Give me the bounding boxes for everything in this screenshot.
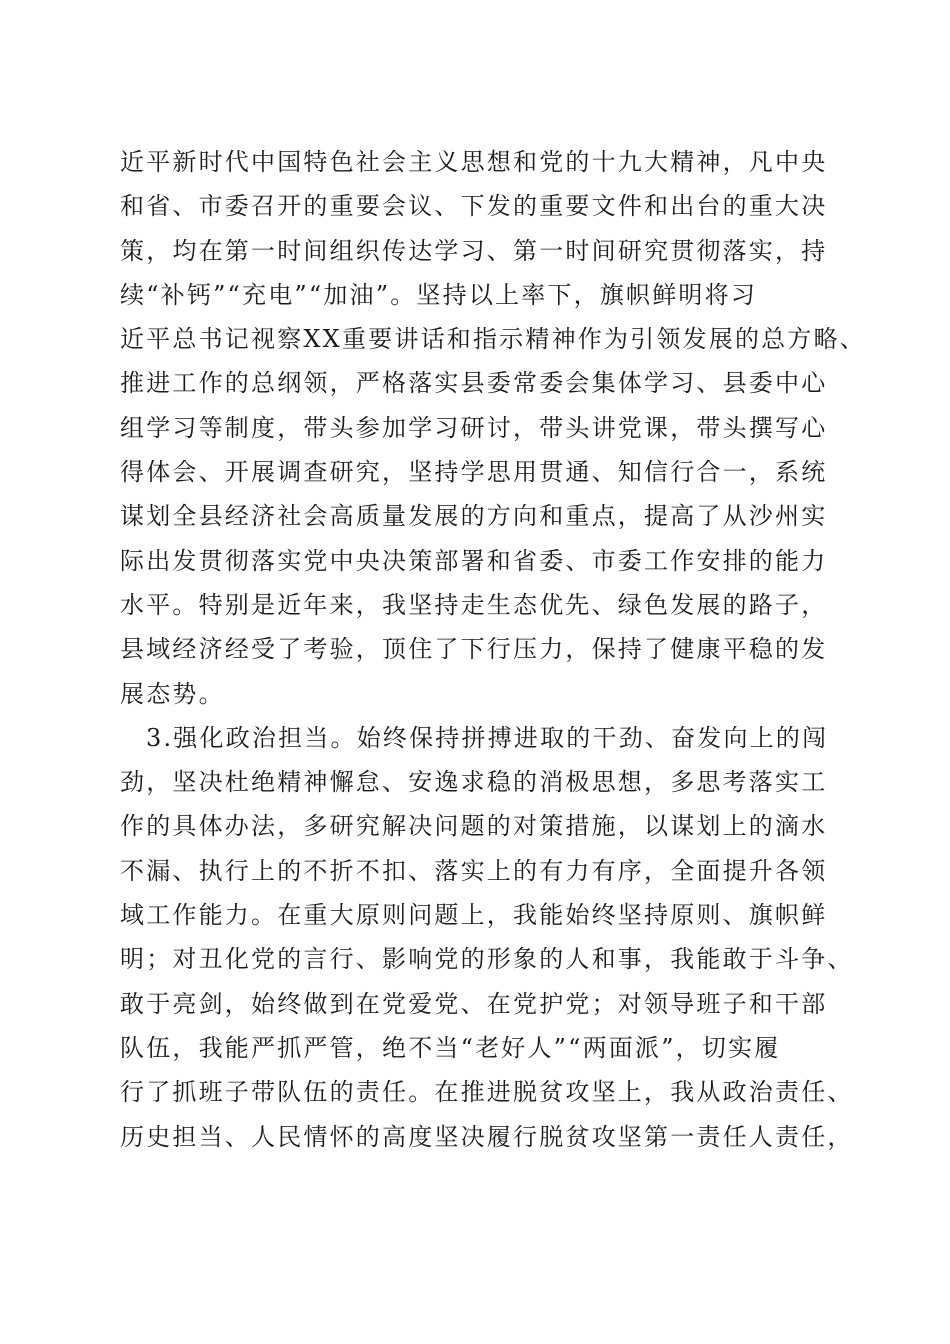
- text-line: 县域经济经受了考验，顶住了下行压力，保持了健康平稳的发: [120, 635, 828, 664]
- text-line: 得体会、开展调查研究，坚持学思用贯通、知信行合一，系统: [120, 458, 828, 487]
- text-line: 队伍，我能严抓严管，绝不当“老好人”“两面派”，切实履: [120, 1033, 781, 1062]
- text-line: 明；对丑化党的言行、影响党的形象的人和事，我能敢于斗争、: [120, 945, 854, 974]
- text-line: 展态势。: [120, 679, 225, 708]
- text-line: 近平总书记视察XX重要讲话和指示精神作为引领发展的总方略、: [120, 325, 866, 354]
- text-line: 域工作能力。在重大原则问题上，我能始终坚持原则、旗帜鲜: [120, 901, 828, 930]
- body-text: [120, 140, 866, 1159]
- text-line: 续“补钙”“充电”“加油”。坚持以上率下，旗帜鲜明将习: [120, 280, 758, 309]
- text-line: 不漏、执行上的不折不扣、落实上的有力有序，全面提升各领: [120, 856, 828, 885]
- text-line: 谋划全县经济社会高质量发展的方向和重点，提高了从沙州实: [120, 502, 828, 531]
- text-line: 作的具体办法，多研究解决问题的对策措施，以谋划上的滴水: [120, 812, 828, 841]
- text-line: 策，均在第一时间组织传达学习、第一时间研究贯彻落实，持: [120, 236, 828, 265]
- text-line: 推进工作的总纲领，严格落实县委常委会集体学习、县委中心: [120, 369, 828, 398]
- text-line: 和省、市委召开的重要会议、下发的重要文件和出台的重大决: [120, 192, 828, 221]
- paragraph-heading-line: 3.强化政治担当。始终保持拼搏进取的干劲、奋发向上的闯: [146, 723, 829, 752]
- text-line: 劲，坚决杜绝精神懈怠、安逸求稳的消极思想，多思考落实工: [120, 768, 828, 797]
- text-line: 水平。特别是近年来，我坚持走生态优先、绿色发展的路子，: [120, 590, 828, 619]
- text-line: 行了抓班子带队伍的责任。在推进脱贫攻坚上，我从政治责任、: [120, 1078, 854, 1107]
- text-line: 近平新时代中国特色社会主义思想和党的十九大精神，凡中央: [120, 148, 828, 176]
- text-line: 敢于亮剑，始终做到在党爱党、在党护党；对领导班子和干部: [120, 989, 828, 1018]
- text-line: 组学习等制度，带头参加学习研讨，带头讲党课，带头撰写心: [120, 413, 828, 442]
- text-line: 历史担当、人民情怀的高度坚决履行脱贫攻坚第一责任人责任，: [120, 1122, 854, 1151]
- text-line: 际出发贯彻落实党中央决策部署和省委、市委工作安排的能力: [120, 546, 828, 575]
